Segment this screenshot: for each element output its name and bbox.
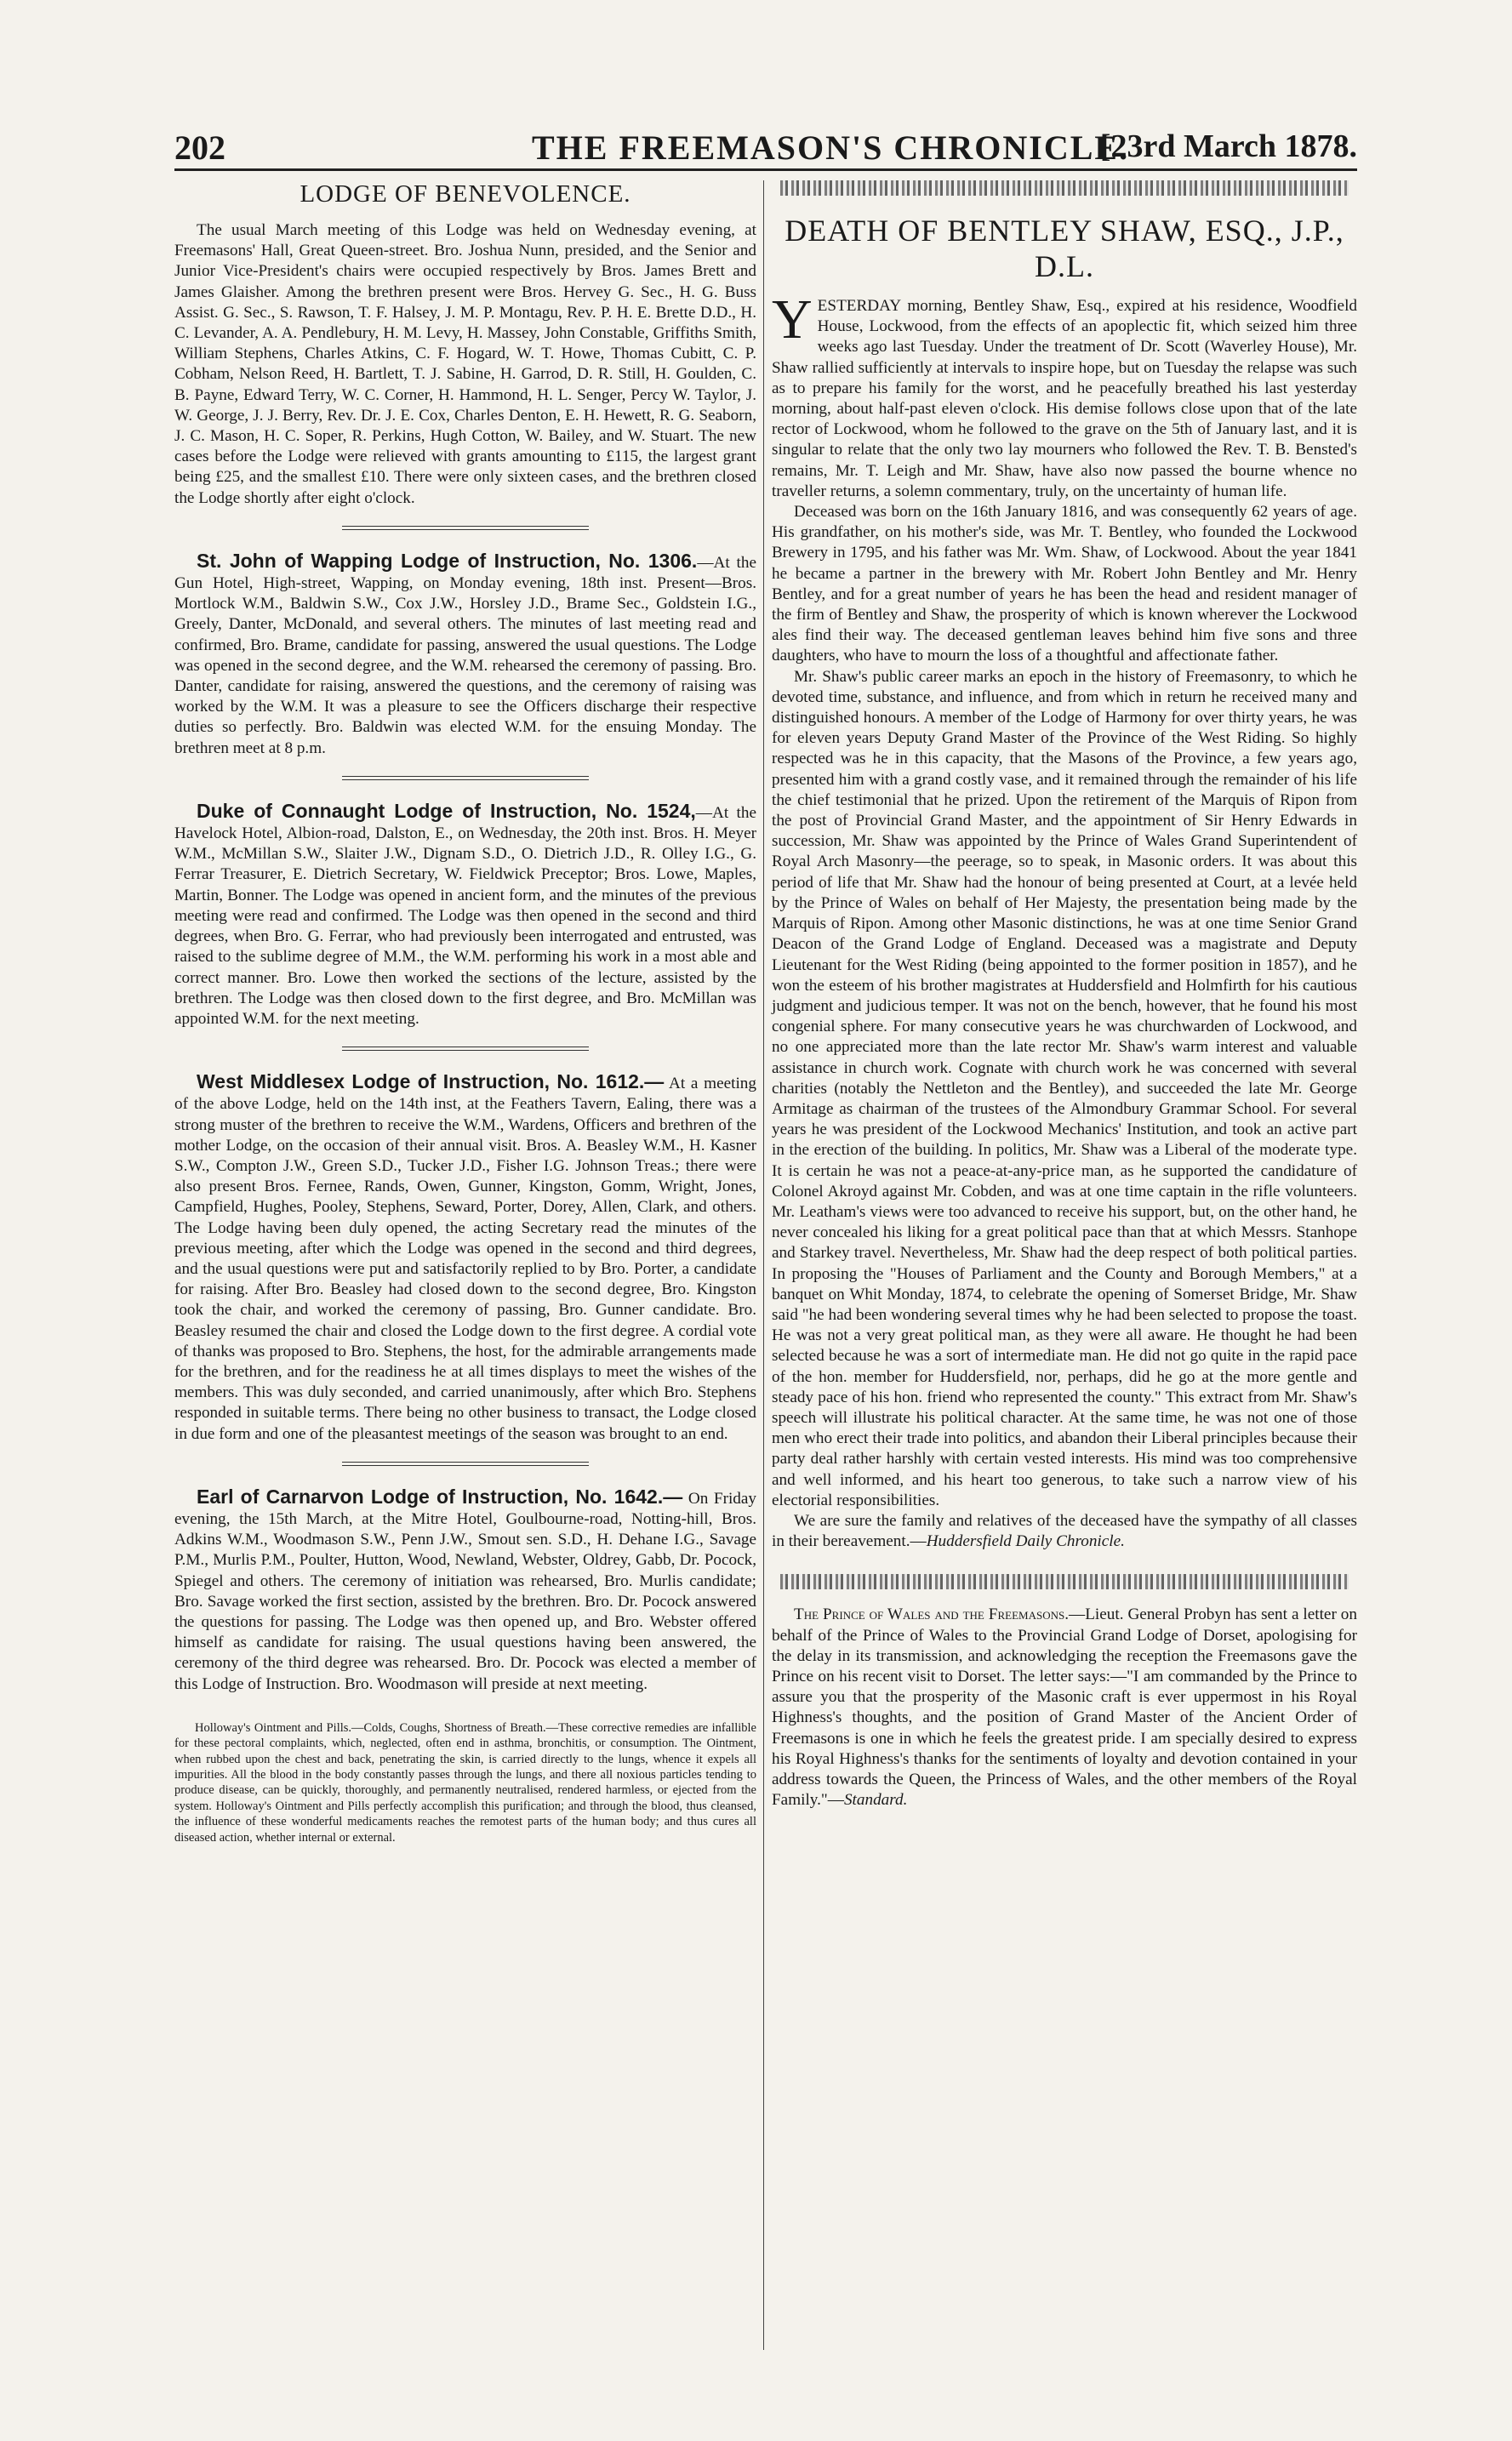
- article-title: Earl of Carnarvon Lodge of Instruction, No. 1642.—: [197, 1485, 683, 1508]
- column-divider: [763, 180, 764, 2350]
- article-title: DEATH OF BENTLEY SHAW, ESQ., J.P., D.L.: [785, 214, 1344, 283]
- section-divider: [342, 1462, 589, 1466]
- section-divider: [342, 1047, 589, 1051]
- article-title: Duke of Connaught Lodge of Instruction, No. 1524,: [197, 799, 696, 822]
- article-paragraph: We are sure the family and relatives of the deceased have the sympathy of all classes in their bereavement.—: [772, 1511, 1357, 1551]
- ornamental-rule: [780, 1574, 1349, 1589]
- section-divider: [342, 526, 589, 530]
- drop-cap: Y: [772, 288, 813, 351]
- ornamental-rule: [780, 180, 1349, 196]
- article-prince-of-wales: [772, 1605, 1357, 1811]
- article-title: LODGE OF BENEVOLENCE.: [300, 180, 631, 208]
- article-carnarvon-lodge: [174, 1486, 756, 1695]
- article-body: On Friday evening, the 15th March, at the Mitre Hotel, Goulbourne-road, Notting-hill, Bros. Adkins W.M., Woodmason S.W., Penn J.W., Smout sen. S.D., H. Dehane I.G., Savage P.M., Murlis P.M., Poulter, Hutton, Wood, Newland, Webster, Oldrey, Gabb, Dr. Pocock, Spiegel and others. The ceremony of initiation was rehearsed, Bro. Murlis candidate; Bro. Savage worked the first section, assisted by the brethren. Bro. Dr. Pocock answered the questions for passing. The Lodge was then opened up, and Bro. Webster offered himself as candidate for raising. The usual questions having been answered, the ceremony of the third degree was rehearsed. Bro. Dr. Pocock was elected a member of this Lodge of Instruction. Bro. Woodmason will preside at next meeting.: [174, 1489, 757, 1693]
- right-column: [772, 180, 1357, 1811]
- article-west-middlesex-lodge: [174, 1071, 756, 1445]
- holloway-advertisement: Holloway's Ointment and Pills.—Colds, Coughs, Shortness of Breath.—These corrective remedies are infallible for these pectoral complaints, which, neglected, often end in asthma, bronchitis, or consumption. The Ointment, when rubbed upon the chest and back, penetrating the skin, is carried directly to the lungs, whence it expels all impurities. All the blood in the body constantly passes through the lungs, and there all noxious particles tending to produce disease, can be quickly, thoroughly, and permanently neutralised, rendered harmless, or ejected from the system. Holloway's Ointment and Pills perfectly accomplish this purification; and through the blood, thus cleansed, the influence of these wonderful medicaments reaches the remotest parts of the human body; and thus cures all diseased action, whether internal or external.: [174, 1720, 756, 1845]
- article-lodge-of-benevolence: [174, 180, 756, 509]
- article-paragraph: ESTERDAY morning, Bentley Shaw, Esq., expired at his residence, Woodfield House, Lockwood, from the effects of an apoplectic fit, which seized him three weeks ago last Tuesday. Under the treatment of Dr. Scott (Waverley House), Mr. Shaw rallied sufficiently at intervals to inspire hope, but on Tuesday the relapse was such as to prepare his family for the worst, and he peacefully breathed his last yesterday morning, about half-past eleven o'clock. His demise follows close upon that of the late rector of Lockwood, whom he followed to the grave on the 5th of January last, and it is singular to relate that the only two lay mourners who followed the Rev. T. B. Bensted's remains, Mr. T. Leigh and Mr. Shaw, have also now passed the bourne whence no traveller returns, a solemn commentary, truly, on the uncertainty of human life.: [772, 297, 1357, 500]
- masthead: [174, 128, 1357, 171]
- left-column: [174, 180, 756, 1845]
- article-obituary-bentley-shaw: [772, 213, 1357, 1552]
- section-divider: [342, 776, 589, 780]
- article-body: At a meeting of the above Lodge, held on the 14th inst, at the Feathers Tavern, Ealing, there was a strong muster of the brethren to receive the W.M., Wardens, Officers and brethren of the mother Lodge, on the occasion of their annual visit. Bros. A. Beasley W.M., H. Kasner S.W., Compton J.W., Green S.D., Tucker J.D., Fisher I.G. Johnson Treas.; there were also present Bros. Fernee, Rands, Owen, Gunner, Kingston, Gomm, Wright, Jones, Campfield, Hughes, Pooley, Stephens, Seward, Porter, Dorey, Allen, Clark, and others. The Lodge having been duly opened, the acting Secretary read the minutes of the previous meeting, after which the Lodge was opened in the second and third degrees, and the usual questions were put and satisfactorily replied to by Bro. Porter, a candidate for raising. After Bro. Beasley had closed down to the second degree, Bro. Kingston took the chair, and worked the ceremony of passing, Bro. Gunner candidate. Bro. Beasley resumed the chair and closed the Lodge down to the first degree. A cordial vote of thanks was proposed to Bro. Stephens, the host, for the admirable arrangements made for the brethren, and for the readiness he at all times displays to meet the wishes of the members. This was duly seconded, and carried unanimously, after which Bro. Stephens responded in suitable terms. There being no other business to transact, the Lodge closed in due form and one of the pleasantest meetings of the season was brought to an end.: [174, 1075, 756, 1443]
- article-source: Huddersfield Daily Chronicle.: [926, 1532, 1125, 1551]
- article-body: —Lieut. General Probyn has sent a letter on behalf of the Prince of Wales to the Provincial Grand Lodge of Dorset, apologising for the delay in its transmission, and acknowledging the reception the Freemasons gave the Prince on his recent visit to Dorset. The letter says:—"I am commanded by the Prince to assure you that the prosperity of the Masonic craft is ever uppermost in his Royal Highness's thoughts, and the position of Grand Master of the Ancient Order of Freemasons is one in which he feels the greatest pride. I am specially desired to express his Royal Highness's thanks for the sentiments of loyalty and devotion contained in your address towards the Queen, the Princess of Wales, and the other members of the Royal Family."—: [772, 1605, 1357, 1810]
- article-body: —At the Havelock Hotel, Albion-road, Dalston, E., on Wednesday, the 20th inst. Bros. H. Meyer W.M., McMillan S.W., Slaiter J.W., Dignam S.D., O. Dietrich J.D., R. Olley I.G., G. Ferrar Treasurer, E. Dietrich Secretary, W. Fieldwick Preceptor; Bros. Lowe, Maples, Martin, Bonner. The Lodge was opened in ancient form, and the minutes of the previous meeting were read and confirmed. The Lodge was then opened in the second and third degrees, when Bro. G. Ferrar, who had previously been interrogated and entrusted, was raised to the sublime degree of M.M., the W.M. performing his work in a most able and correct manner. Bro. Lowe then worked the sections of the lecture, assisted by the brethren. The Lodge was then closed down to the first degree, and Bro. McMillan was appointed W.M. for the next meeting.: [174, 803, 756, 1028]
- article-title: West Middlesex Lodge of Instruction, No. 1612.—: [197, 1070, 665, 1093]
- article-paragraph: Mr. Shaw's public career marks an epoch in the history of Freemasonry, to which he devoted time, substance, and influence, and from which in return he received many and distinguished honours. A member of the Lodge of Harmony for over thirty years, he was for eleven years Deputy Grand Master of the Province of the West Riding. So highly respected was he in this capacity, that the Masons of the Province, a few years ago, presented him with a grand costly vase, and it remained through the remainder of his life the chief testimonial that he prized. Upon the retirement of the Marquis of Ripon from the post of Provincial Grand Master, and the appointment of Sir Henry Edwards in succession, Mr. Shaw was appointed by the Prince of Wales Grand Superintendent of Royal Arch Masonry—the peerage, so to speak, in Masonic orders. It was about this period of life that Mr. Shaw had the honour of being presented at Court, at a levée held by the Prince of Wales on behalf of Her Majesty, the presentation being made by the Marquis of Ripon. Among other Masonic distinctions, he was at one time Senior Grand Deacon of the Grand Lodge of England. Deceased was a magistrate and Deputy Lieutenant for the West Riding (being appointed to the former position in 1857), and he won the esteem of his brother magistrates at Huddersfield and Holmfirth for his cautious judgment and judicious temper. It was not on the bench, however, that he found his most congenial sphere. For many consecutive years he was churchwarden of Lockwood, and no one appreciated more than the late rector Mr. Shaw's warm interest and valuable assistance in church work. Cognate with church work he was concerned with several charities (notably the Nettleton and the Bentley), and succeeded the late Mr. George Armitage as chairman of the trustees of the Almondbury Grammar School. For several years he was president of the Lockwood Mechanics' Institution, and took an active part in the erection of the building. In politics, Mr. Shaw was a Liberal of the moderate type. It is certain he was not a peace-at-any-price man, as he supported the candidature of Colonel Akroyd against Mr. Cobden, and was at one time captain in the rifle volunteers. Mr. Leatham's views were too advanced to receive his support, but, on the other hand, he never concealed his liking for a great political pace than that at which Messrs. Stanhope and Starkey travel. Nevertheless, Mr. Shaw had the deep respect of both political parties. In proposing the "Houses of Parliament and the County and Borough Members," at a banquet on Whit Monday, 1874, to celebrate the opening of Somerset Bridge, Mr. Shaw said "he had been wondering several times why he had been selected to propose the toast. He was not a very great political man, as they were all aware. He thought he had been selected because he was a sort of intermediate man. He did not go quite in the rapid pace of the hon. member for Huddersfield, nor, perhaps, did he go at the more gentle and steady pace of his hon. friend who represented the county." This extract from Mr. Shaw's speech will illustrate his political character. At the same time, he was not one of those men who erect their trade into politics, and abandon their Liberal principles because their party deal rather harshly with certain vested interests. His mind was too comprehensive and well informed, and his heart too generous, to take such a narrow view of his electorial responsibilities.: [772, 667, 1357, 1509]
- article-body: The usual March meeting of this Lodge was held on Wednesday evening, at Freemasons' Hall, Great Queen-street. Bro. Joshua Nunn, presided, and the Senior and Junior Vice-President's chairs were occupied respectively by Bros. James Brett and James Glaisher. Among the brethren present were Bros. Hervey G. Sec., H. G. Buss Assist. G. Sec., S. Rawson, T. F. Halsey, J. M. P. Montagu, Rev. P. H. E. Brette D.D., H. C. Levander, A. A. Pendlebury, H. M. Levy, H. Massey, John Constable, Griffiths Smith, William Stephens, Charles Atkins, C. F. Hogard, W. T. Howe, Thomas Cubitt, C. P. Cobham, Nelson Reed, H. Bartlett, T. J. Sabine, H. Garrod, D. R. Still, H. Goulden, C. B. Payne, Edward Terry, W. C. Corner, H. Hammond, H. L. Senger, Percy W. Taylor, J. W. George, J. J. Berry, Rev. Dr. J. E. Cox, Charles Denton, E. H. Hewett, R. G. Seaborn, J. C. Mason, H. C. Soper, R. Perkins, Hugh Cotton, W. Bailey, and W. Stuart. The new cases before the Lodge were relieved with grants amounting to £115, the largest grant being £25, and the smallest £10. There were only sixteen cases, and the brethren closed the Lodge shortly after eight o'clock.: [174, 221, 756, 507]
- article-title: The Prince of Wales and the Freemasons.: [794, 1605, 1070, 1624]
- paper-title: THE FREEMASON'S CHRONICLE.: [532, 128, 1130, 167]
- article-paragraph: Deceased was born on the 16th January 1816, and was consequently 62 years of age. His grandfather, on his mother's side, was Mr. T. Bentley, who founded the Lockwood Brewery in 1795, and his father was Mr. Wm. Shaw, of Lockwood. About the year 1841 he became a partner in the brewery with Mr. Robert John Bentley and Mr. Henry Bentley, and for a great number of years he has been the head and resident manager of the firm of Bentley and Shaw, the prosperity of which is known wherever the Lockwood ales find their way. The deceased gentleman leaves behind him five sons and three daughters, who have to mourn the loss of a thoughtful and affectionate father.: [772, 503, 1357, 665]
- article-connaught-lodge: [174, 801, 756, 1029]
- article-title: St. John of Wapping Lodge of Instruction, No. 1306.: [197, 549, 698, 572]
- article-wapping-lodge: [174, 550, 756, 759]
- page-number: 202: [174, 128, 225, 167]
- article-body: —At the Gun Hotel, High-street, Wapping, on Monday evening, 18th inst. Present—Bros. Mortlock W.M., Baldwin S.W., Cox J.W., Horsley J.D., Brame Sec., Goldstein I.G., Greely, Danter, McDonald, and several others. The minutes of last meeting read and confirmed, Bro. Brame, candidate for passing, answered the usual questions. The Lodge was opened in the second degree, and the W.M. rehearsed the ceremony of passing. Bro. Danter, candidate for raising, answered the questions, and the ceremony of raising was worked by the W.M. It was a pleasure to see the Officers discharge their respective duties so perfectly. Bro. Baldwin was elected W.M. for the ensuing Monday. The brethren meet at 8 p.m.: [174, 553, 756, 757]
- article-source: Standard.: [843, 1791, 908, 1810]
- issue-date: [23rd March 1878.: [1099, 128, 1357, 164]
